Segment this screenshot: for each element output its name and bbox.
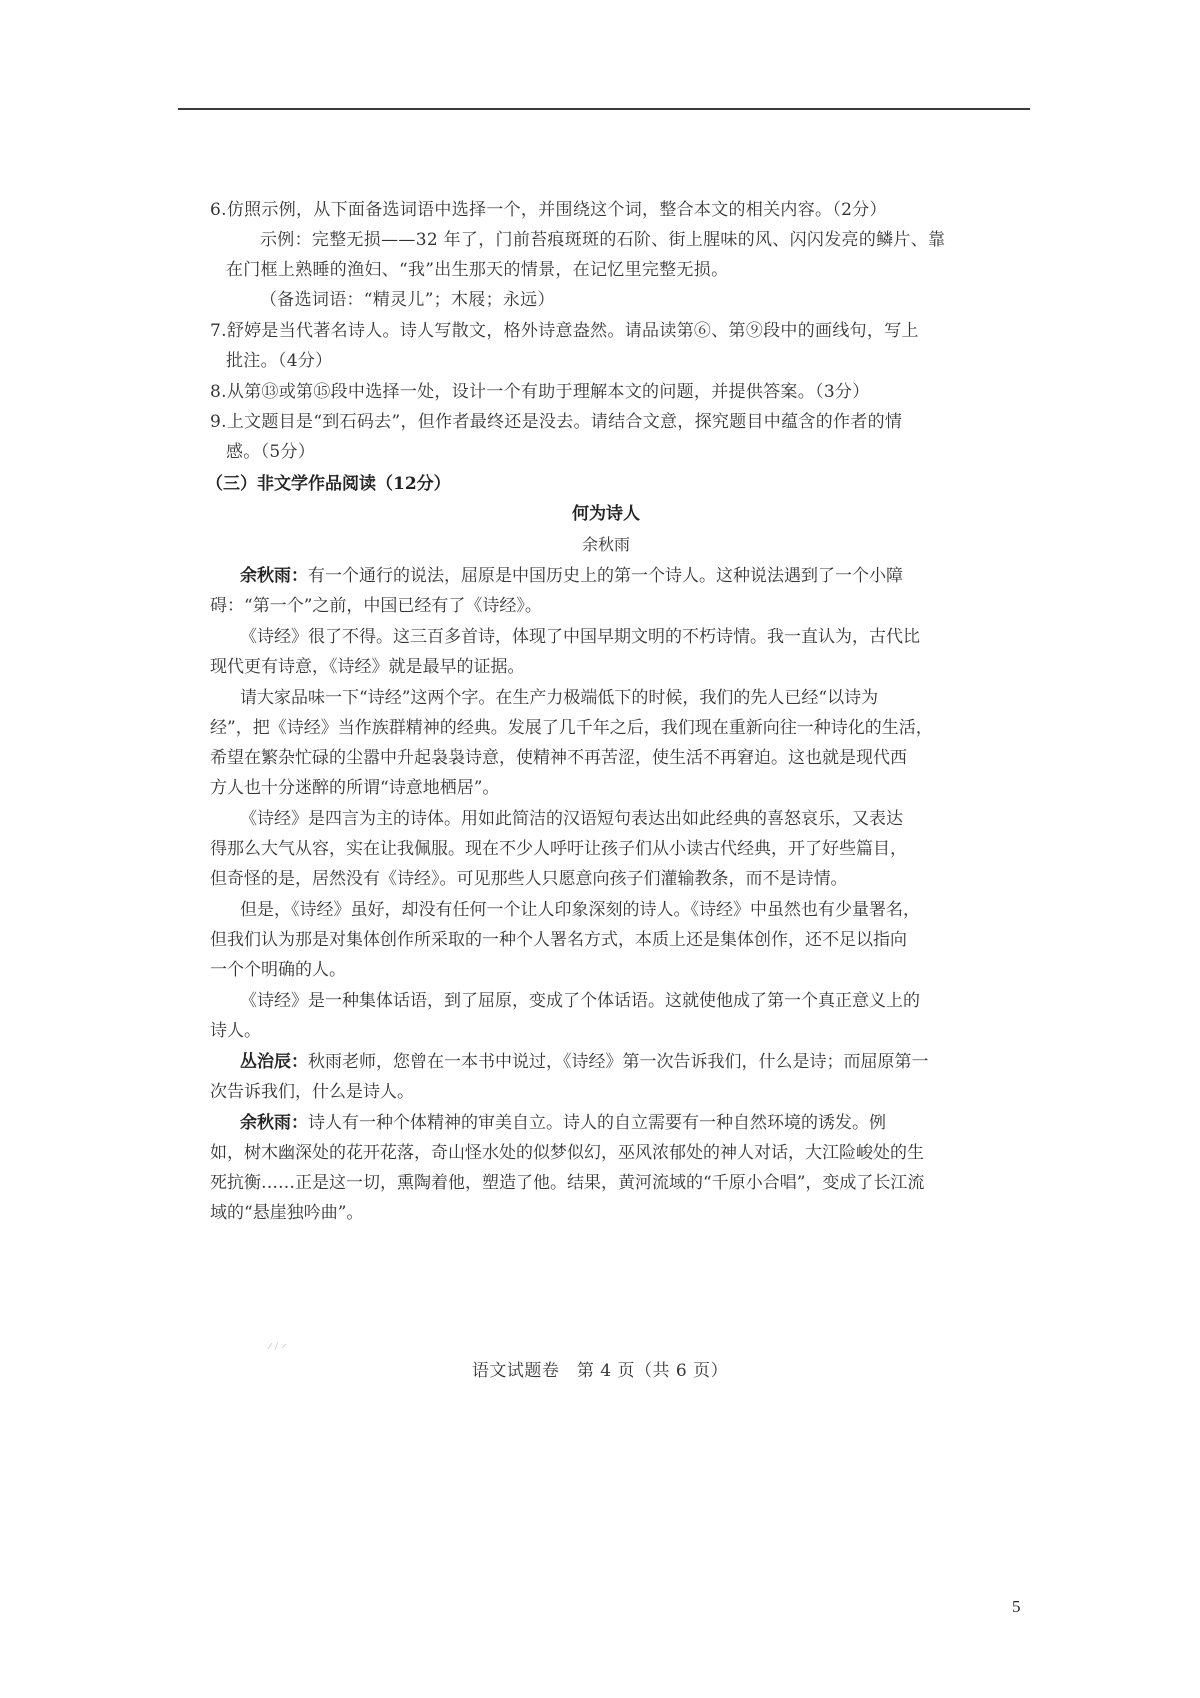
paragraph-6-line-1: 《诗经》是一种集体话语，到了屈原，变成了个体话语。这就使他成了第一个真正意义上的 bbox=[240, 991, 920, 1011]
question-6-example-line-2: 在门框上熟睡的渔妇、“我”出生那天的情景，在记忆里完整无损。 bbox=[226, 260, 729, 280]
question-9-line-2: 感。（5分） bbox=[226, 442, 316, 462]
paragraph-2-line-1: 《诗经》很了不得。这三百多首诗，体现了中国早期文明的不朽诗情。我一直认为，古代比 bbox=[240, 627, 920, 647]
speaker-label: 余秋雨： bbox=[240, 566, 308, 586]
paragraph-5-line-1: 但是，《诗经》虽好，却没有任何一个让人印象深刻的诗人。《诗经》中虽然也有少量署名， bbox=[240, 900, 920, 920]
speaker-label: 余秋雨： bbox=[240, 1113, 308, 1133]
paragraph-8-line-3: 死抗衡……正是这一切，熏陶着他，塑造了他。结果，黄河流域的“千原小合唱”，变成了长江流 bbox=[210, 1173, 925, 1193]
paragraph-8-line-2: 如，树木幽深处的花开花落，奇山怪水处的似梦似幻，巫风浓郁处的神人对话，大江险峻处的生 bbox=[210, 1143, 924, 1163]
paragraph-8-line-4: 域的“悬崖独吟曲”。 bbox=[210, 1203, 364, 1223]
question-7-line-2: 批注。（4分） bbox=[226, 351, 333, 371]
paragraph-5-line-2: 但我们认为那是对集体创作所采取的一种个人署名方式，本质上还是集体创作，还不足以指向 bbox=[210, 930, 907, 950]
paragraph-3-line-1: 请大家品味一下“诗经”这两个字。在生产力极端低下的时候，我们的先人已经“以诗为 bbox=[240, 688, 879, 708]
article-title: 何为诗人 bbox=[572, 504, 640, 524]
paragraph-1-line-2: 碍：“第一个”之前，中国已经有了《诗经》。 bbox=[210, 596, 542, 616]
paragraph-4-line-3: 但奇怪的是，居然没有《诗经》。可见那些人只愿意向孩子们灌输教条，而不是诗情。 bbox=[210, 869, 848, 889]
scan-smudge bbox=[266, 1340, 296, 1352]
question-8-line-1: 8.从第⑬或第⑮段中选择一处，设计一个有助于理解本文的问题，并提供答案。（3分） bbox=[210, 382, 870, 402]
section-heading: （三）非文学作品阅读（12分） bbox=[206, 474, 451, 494]
paragraph-3-line-2: 经”，把《诗经》当作族群精神的经典。发展了几千年之后，我们现在重新向往一种诗化的生活， bbox=[210, 718, 933, 738]
paragraph-2-line-2: 现代更有诗意，《诗经》就是最早的证据。 bbox=[210, 657, 525, 677]
paragraph-7-line-2: 次告诉我们，什么是诗人。 bbox=[210, 1082, 414, 1102]
top-rule bbox=[178, 108, 1030, 110]
paragraph-8-line-1 bbox=[240, 1113, 886, 1133]
page-number: 5 bbox=[1012, 1597, 1021, 1616]
paragraph-7-line-1 bbox=[240, 1052, 929, 1072]
paragraph-4-line-2: 得那么大气从容，实在让我佩服。现在不少人呼吁让孩子们从小读古代经典，开了好些篇目， bbox=[210, 839, 907, 859]
paragraph-text: 秋雨老师，您曾在一本书中说过，《诗经》第一次告诉我们，什么是诗；而屈原第一 bbox=[308, 1052, 929, 1072]
paragraph-6-line-2: 诗人。 bbox=[210, 1021, 261, 1041]
paragraph-3-line-4: 方人也十分迷醉的所谓“诗意地栖居”。 bbox=[210, 778, 500, 798]
paragraph-3-line-3: 希望在繁杂忙碌的尘嚣中升起袅袅诗意，使精神不再苦涩，使生活不再窘迫。这也就是现代西 bbox=[210, 748, 907, 768]
question-6-example-line-1: 示例：完整无损——32 年了，门前苔痕斑斑的石阶、街上腥味的风、闪闪发亮的鳞片、靠 bbox=[260, 230, 946, 250]
article-author: 余秋雨 bbox=[581, 535, 630, 554]
paragraph-text: 诗人有一种个体精神的审美自立。诗人的自立需要有一种自然环境的诱发。例 bbox=[308, 1113, 886, 1133]
paragraph-5-line-3: 一个个明确的人。 bbox=[210, 960, 346, 980]
paragraph-4-line-1: 《诗经》是四言为主的诗体。用如此简洁的汉语短句表达出如此经典的喜怒哀乐，又表达 bbox=[240, 809, 903, 829]
question-6-line-1: 6.仿照示例，从下面备选词语中选择一个，并围绕这个词，整合本文的相关内容。（2分） bbox=[210, 200, 887, 220]
question-6-options: （备选词语：“精灵儿”；木屐；永远） bbox=[260, 290, 555, 310]
paragraph-1-line-1 bbox=[240, 566, 903, 586]
page-footer: 语文试题卷 第 4 页（共 6 页） bbox=[471, 1361, 729, 1381]
paragraph-text: 有一个通行的说法，屈原是中国历史上的第一个诗人。这种说法遇到了一个小障 bbox=[308, 566, 903, 586]
question-7-line-1: 7.舒婷是当代著名诗人。诗人写散文，格外诗意盎然。请品读第⑥、第⑨段中的画线句，写上 bbox=[210, 321, 919, 341]
question-9-line-1: 9.上文题目是“到石码去”，但作者最终还是没去。请结合文意，探究题目中蕴含的作者的情 bbox=[210, 412, 903, 432]
speaker-label: 丛治辰： bbox=[240, 1052, 308, 1072]
